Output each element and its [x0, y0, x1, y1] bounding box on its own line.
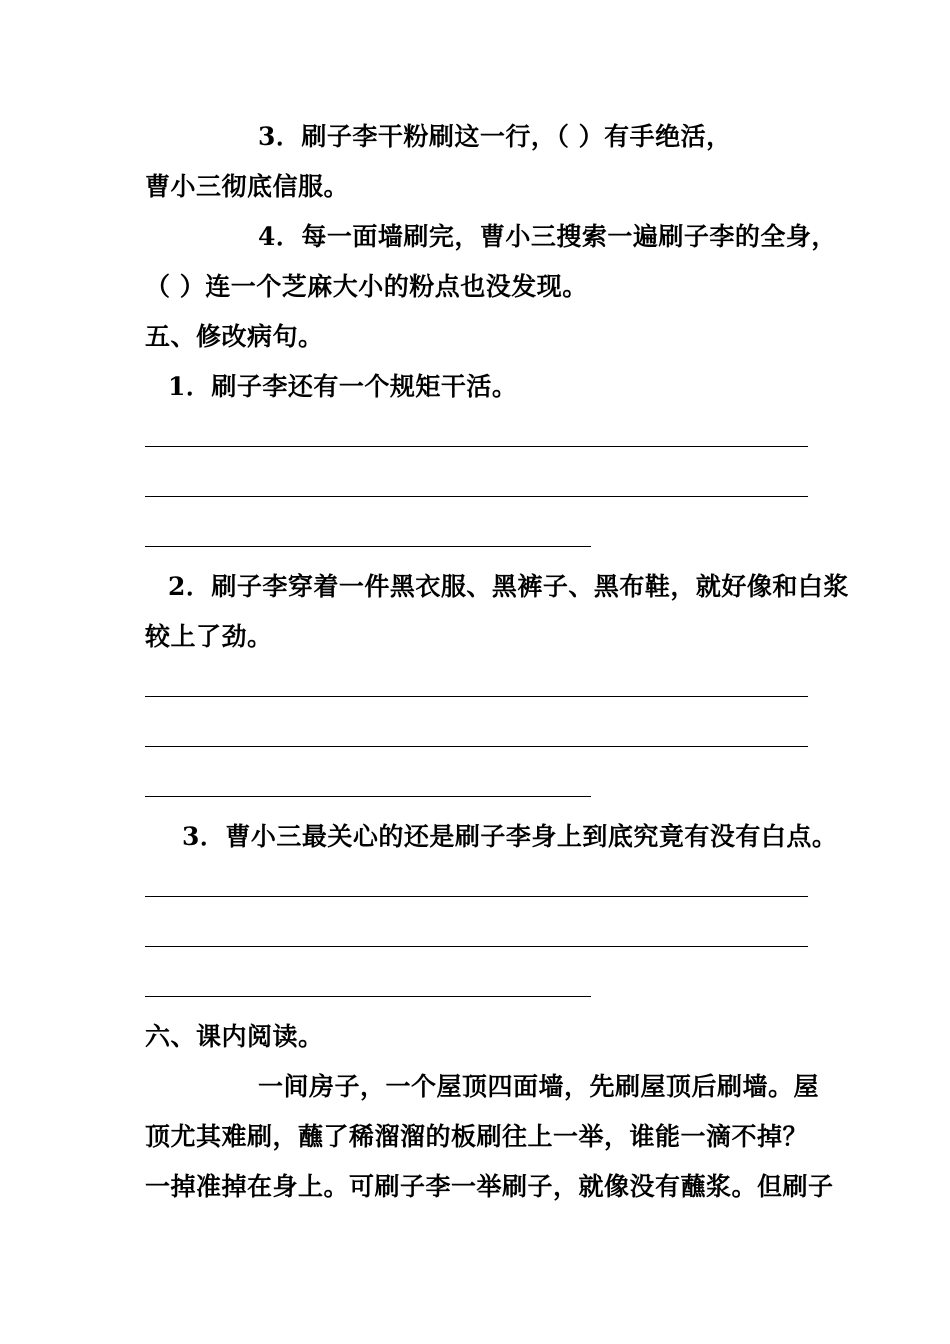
answer-line[interactable] [145, 546, 591, 547]
answer-line[interactable] [145, 496, 808, 497]
passage-line-1: 一间房子，一个屋顶四面墙，先刷屋顶后刷墙。屋 [258, 1072, 820, 1101]
question-4-line-2: （ ）连一个芝麻大小的粉点也没发现。 [145, 272, 588, 301]
section-6-title: 六、课内阅读。 [145, 1022, 324, 1051]
question-3-line-1: 3．刷子李干粉刷这一行，（ ）有手绝活， [258, 122, 732, 151]
answer-line[interactable] [145, 896, 808, 897]
passage-line-3: 一掉准掉在身上。可刷子李一举刷子，就像没有蘸浆。但刷子 [145, 1172, 834, 1201]
sentence-3: 3．曹小三最关心的还是刷子李身上到底究竟有没有白点。 [182, 822, 838, 851]
sentence-2-line-2: 较上了劲。 [145, 622, 273, 651]
answer-line[interactable] [145, 746, 808, 747]
answer-line[interactable] [145, 796, 591, 797]
sentence-1: 1．刷子李还有一个规矩干活。 [168, 372, 518, 401]
passage-line-2: 顶尤其难刷，蘸了稀溜溜的板刷往上一举，谁能一滴不掉？ [145, 1122, 809, 1151]
question-3-line-2: 曹小三彻底信服。 [145, 172, 350, 201]
answer-line[interactable] [145, 696, 808, 697]
section-5-title: 五、修改病句。 [145, 322, 324, 351]
question-4-line-1: 4．每一面墙刷完，曹小三搜索一遍刷子李的全身， [258, 222, 837, 251]
answer-line[interactable] [145, 446, 808, 447]
answer-line[interactable] [145, 946, 808, 947]
answer-line[interactable] [145, 996, 591, 997]
sentence-2-line-1: 2．刷子李穿着一件黑衣服、黑裤子、黑布鞋，就好像和白浆 [168, 572, 849, 601]
